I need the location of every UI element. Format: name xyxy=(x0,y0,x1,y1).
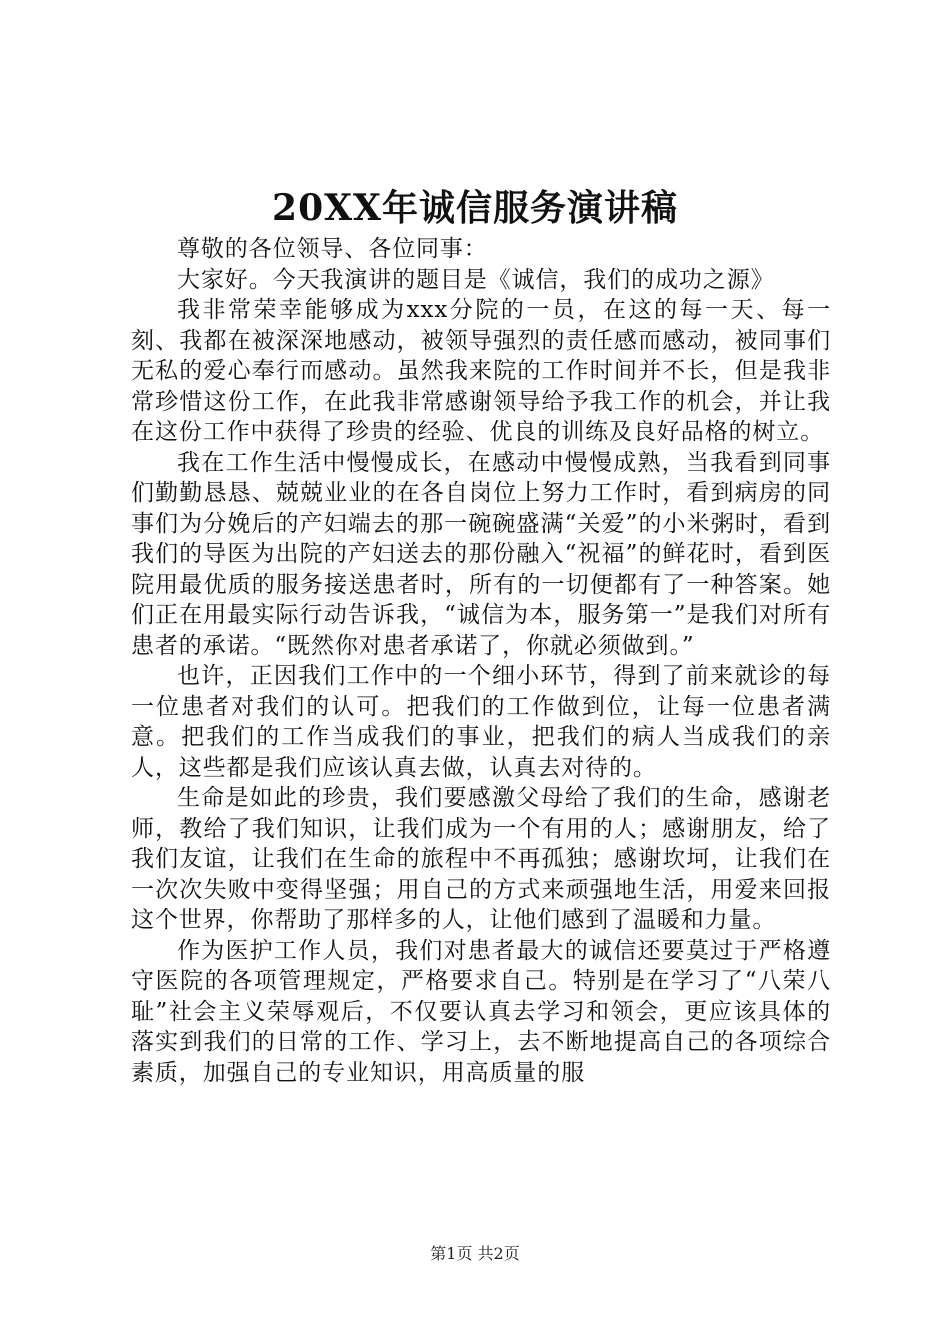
document-body xyxy=(131,234,831,1088)
document-title: 20XX年诚信服务演讲稿 xyxy=(272,187,678,229)
body-paragraph: 我非常荣幸能够成为xxx分院的一员，在这的每一天、每一刻、我都在被深深地感动，被领导强烈的责任感而感动，被同事们无私的爱心奉行而感动。虽然我来院的工作时间并不长，但是我非常珍惜这份工作，在此我非常感谢领导给予我工作的机会，并让我在这份工作中获得了珍贵的经验、优良的训练及良好品格的树立。 xyxy=(131,297,831,445)
body-paragraph: 我在工作生活中慢慢成长，在感动中慢慢成熟，当我看到同事们勤勤恳恳、兢兢业业的在各自岗位上努力工作时，看到病房的同事们为分娩后的产妇端去的那一碗碗盛满“关爱”的小米粥时，看到我们的导医为出院的产妇送去的那份融入“祝福”的鲜花时，看到医院用最优质的服务接送患者时，所有的一切便都有了一种答案。她们正在用最实际行动告诉我，“诚信为本，服务第一”是我们对所有患者的承诺。“既然你对患者承诺了，你就必须做到。” xyxy=(131,449,831,659)
greeting-paragraph: 大家好。今天我演讲的题目是《诚信，我们的成功之源》 xyxy=(177,266,775,293)
body-paragraph: 也许，正因我们工作中的一个细小环节，得到了前来就诊的每一位患者对我们的认可。把我们的工作做到位，让每一位患者满意。把我们的工作当成我们的事业，把我们的病人当成我们的亲人，这些都是我们应该认真去做，认真去对待的。 xyxy=(131,663,831,781)
page-number-footer: 第1页 共2页 xyxy=(430,1244,520,1263)
salutation: 尊敬的各位领导、各位同事： xyxy=(177,236,488,262)
body-paragraph: 作为医护工作人员，我们对患者最大的诚信还要莫过于严格遵守医院的各项管理规定，严格要求自己。特别是在学习了“八荣八耻”社会主义荣辱观后，不仅要认真去学习和领会，更应该具体的落实到我们的日常的工作、学习上，去不断地提高自己的各项综合素质，加强自己的专业知识，用高质量的服 xyxy=(131,937,831,1086)
body-paragraph: 生命是如此的珍贵，我们要感激父母给了我们的生命，感谢老师，教给了我们知识，让我们成为一个有用的人；感谢朋友，给了我们友谊，让我们在生命的旅程中不再孤独；感谢坎坷，让我们在一次次失败中变得坚强；用自己的方式来顽强地生活，用爱来回报这个世界，你帮助了那样多的人，让他们感到了温暖和力量。 xyxy=(131,785,831,933)
